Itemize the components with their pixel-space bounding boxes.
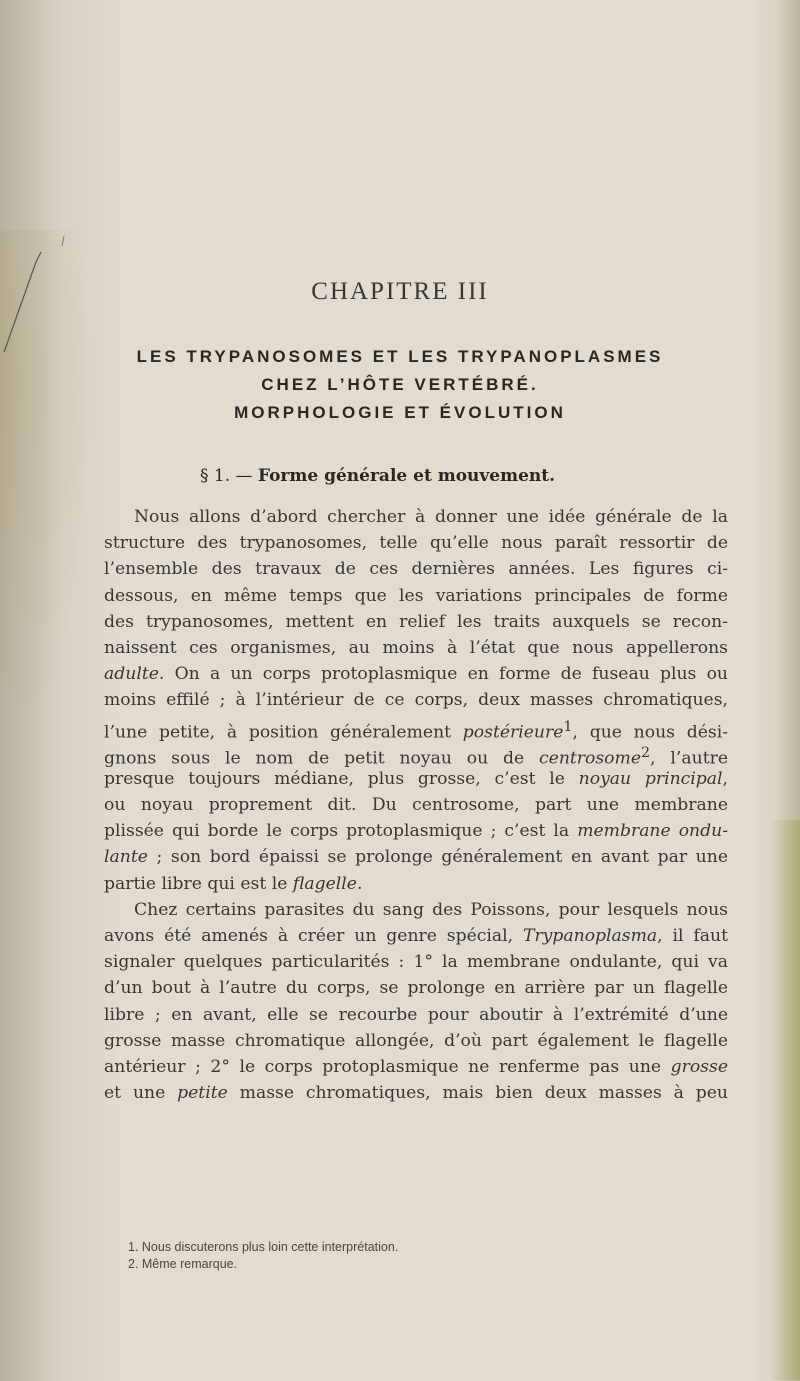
footnotes	[128, 1239, 398, 1273]
chapter-title-line-2: CHEZ L’HÔTE VERTÉBRÉ.	[261, 375, 539, 394]
text-line: naissent ces organismes, au moins à l’état que nous appellerons	[104, 637, 728, 658]
text-line: libre ; en avant, elle se recourbe pour aboutir à l’extrémité d’une	[104, 1004, 728, 1025]
footnote-2: 2. Même remarque.	[128, 1257, 238, 1271]
text-line: et une petite masse chromatiques, mais bien deux masses à peu	[104, 1083, 728, 1104]
text-line: Chez certains parasites du sang des Poissons, pour lesquels nous	[134, 899, 728, 920]
footnote-1: 1. Nous discuterons plus loin cette interprétation.	[128, 1240, 399, 1254]
text-line: presque toujours médiane, plus grosse, c’est le noyau principal,	[104, 768, 728, 789]
text-line: ou noyau proprement dit. Du centrosome, part une membrane	[104, 795, 728, 816]
text-line: lante ; son bord épaissi se prolonge généralement en avant par une	[104, 847, 728, 868]
text-line: avons été amenés à créer un genre spécial, Trypanoplasma, il faut	[104, 926, 728, 946]
section-heading	[200, 466, 555, 486]
text-line: dessous, en même temps que les variations principales de forme	[104, 585, 728, 606]
text-line: structure des trypanosomes, telle qu’elle nous paraît ressortir de	[104, 533, 728, 554]
section-number: § 1. —	[200, 466, 253, 486]
chapter-title-line-3: MORPHOLOGIE ET ÉVOLUTION	[234, 403, 566, 422]
text-line: Nous allons d’abord chercher à donner une idée générale de la	[134, 507, 728, 527]
chapter-number: CHAPITRE III	[311, 278, 489, 305]
text-line: l’ensemble des travaux de ces dernières années. Les figures ci-	[104, 559, 728, 580]
footnote-ref-1: 1	[563, 718, 573, 735]
footnote-ref-2: 2	[641, 744, 651, 761]
text-line: l’une petite, à position généralement postérieure$^1$, que nous dési-	[104, 718, 729, 743]
section-title: Forme générale et mouvement.	[257, 466, 556, 486]
text-line: adulte. On a un corps protoplasmique en forme de fuseau plus ou	[104, 664, 728, 685]
text-line: grosse masse chromatique allongée, d’où part également le flagelle	[104, 1030, 728, 1051]
chapter-title-line-1: LES TRYPANOSOMES ET LES TRYPANOPLASMES	[136, 347, 664, 366]
text-line: partie libre qui est le flagelle.	[104, 873, 363, 894]
text-line: signaler quelques particularités : 1° la membrane ondulante, qui va	[104, 952, 728, 973]
text-line: des trypanosomes, mettent en relief les traits auxquels se recon-	[104, 611, 728, 632]
text-line: moins effilé ; à l’intérieur de ce corps, deux masses chromatiques,	[104, 690, 728, 711]
body-text	[104, 504, 728, 1106]
text-line: plissée qui borde le corps protoplasmique ; c’est la membrane ondu-	[104, 821, 729, 842]
text-line: d’un bout à l’autre du corps, se prolonge en arrière par un flagelle	[104, 978, 728, 999]
text-line: gnons sous le nom de petit noyau ou de centrosome$^2$, l’autre	[104, 744, 728, 769]
text-line: antérieur ; 2° le corps protoplasmique ne renferme pas une grosse	[104, 1056, 728, 1077]
